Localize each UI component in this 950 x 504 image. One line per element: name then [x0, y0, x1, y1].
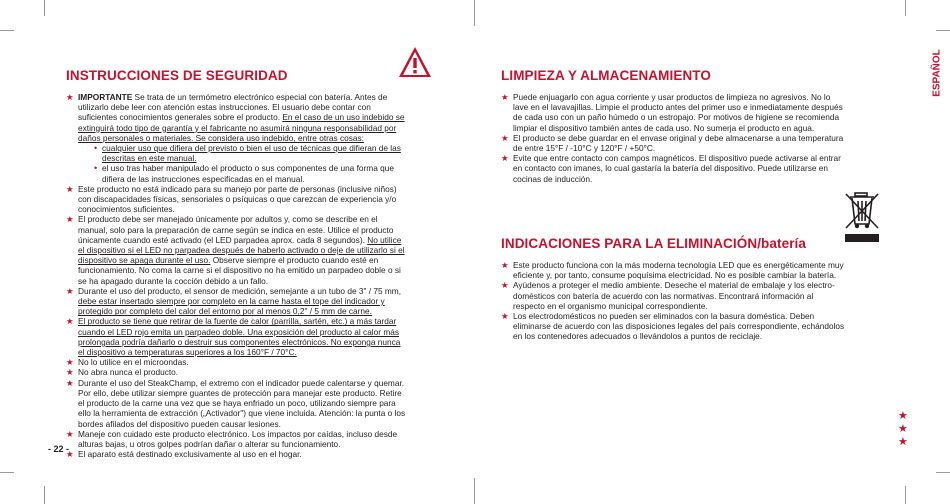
crop-mark	[474, 478, 475, 504]
list-item-text: El aparato está destinado exclusivamente al uso en el hogar.	[78, 449, 302, 460]
list-item-text: Este producto no está indicado para su manejo por parte de personas (inclusive niños) con discapacidades físicas, sensoriales o psíquicas o que carezcan de experiencia y/o conocimientos suficientes.	[78, 183, 397, 215]
cleaning-list	[501, 92, 846, 184]
list-item	[501, 280, 846, 311]
sub-list-item	[94, 163, 408, 183]
list-item-text: Maneje con cuidado este producto electrónico. Los impactos por caídas, incluso desde alturas bajas, u otros golpes podrían dañar o alterar su funcionamiento.	[78, 428, 398, 449]
bullet-icon: •	[94, 143, 98, 154]
language-tab	[926, 38, 948, 108]
crop-mark	[936, 30, 950, 31]
warning-triangle-icon	[398, 46, 432, 78]
list-item	[501, 133, 846, 153]
crop-mark	[44, 486, 45, 504]
crossed-bin-icon	[842, 188, 882, 244]
star-icon: ★	[898, 410, 908, 422]
star-icon: ★	[66, 367, 74, 378]
decorative-stars	[898, 410, 908, 449]
list-item	[66, 92, 408, 184]
page-number: - 22 -	[48, 444, 70, 454]
disposal-title: INDICACIONES PARA LA ELIMINACIÓN/batería	[501, 236, 807, 251]
star-icon: ★	[66, 357, 74, 368]
star-icon: ★	[898, 423, 908, 435]
list-item-text: El producto debe ser manejado únicamente por adultos y, como se describe en el manual, solo para la preparación de carne según se indica en este. Utilice el producto únicamente cuando esté activado (el LED parpadea aprox. cada 8 segundos).	[78, 214, 394, 245]
crop-mark	[905, 486, 906, 504]
list-item	[66, 357, 408, 367]
list-item	[501, 92, 846, 133]
list-item-text: Los electrodomésticos no pueden ser eliminados con la basura doméstica. Deben eliminarse de acuerdo con las disposiciones legales del país correspondiente, echándolos en los contenedores adecuados o llevándolos a puntos de reciclaje.	[513, 311, 845, 342]
list-item-text: Ayúdenos a proteger el medio ambiente. Deseche el material de embalaje y los electro-domésticos con batería de acuerdo con las normativas. Encontrará información al respecto en el organismo municipal correspondiente.	[513, 280, 835, 311]
list-item-text: Se trata de un termómetro electrónico especial con batería. Antes de utilizarlo debe leer con atención estas instrucciones. El usuario debe contar con suficientes conocimientos generales sobre el producto.	[78, 92, 388, 123]
list-item-text: Observe siempre el producto cuando esté en funcionamiento. No coma la carne si el dispositivo no ha emitido un parpadeo doble o si se ha apagado durante la cocción debido a un fallo.	[78, 255, 401, 286]
star-icon: ★	[501, 280, 509, 291]
crop-mark	[44, 0, 45, 16]
star-icon: ★	[898, 436, 908, 448]
star-icon: ★	[66, 428, 74, 439]
list-item-text: Evite que entre contacto con campos magnéticos. El dispositivo puede activarse al entrar en contacto con imanes, lo cual gastaría la batería del dispositivo. Puede utilizarse en cocinas de inducción.	[513, 153, 841, 184]
list-item	[501, 311, 846, 342]
star-icon: ★	[501, 132, 509, 143]
star-icon: ★	[66, 449, 74, 460]
list-item-text: debe estar insertado siempre por completo en la carne hasta el tope del indicador y protegido por completo del calor del entorno por al menos 0,2" / 5 mm de carne.	[78, 296, 385, 317]
crop-mark	[0, 30, 14, 31]
star-icon: ★	[66, 214, 74, 225]
star-icon: ★	[66, 285, 74, 296]
star-icon: ★	[66, 316, 74, 327]
safety-list	[66, 92, 408, 459]
list-item	[66, 367, 408, 377]
cleaning-title: LIMPIEZA Y ALMACENAMIENTO	[501, 68, 712, 83]
list-item	[66, 316, 408, 357]
important-label: IMPORTANTE	[78, 92, 133, 102]
list-item-text: En el caso de un uso indebido se extinguirá todo tipo de garantía y el fabricante no asumirá ninguna responsabilidad por daños personales o materiales. Se considera uso indebido, entre otras cosas:	[78, 112, 405, 143]
list-item	[66, 378, 408, 429]
list-item-text: el uso tras haber manipulado el producto o sus componentes de una forma que difiera de las instrucciones especificadas en el manual.	[102, 163, 394, 184]
list-item	[66, 214, 408, 285]
list-item	[501, 153, 846, 184]
list-item-text: Durante el uso del producto, el sensor de medición, semejante a un tubo de 3" / 75 mm,	[78, 285, 402, 296]
star-icon: ★	[501, 260, 509, 270]
crop-mark	[905, 0, 906, 16]
star-icon: ★	[66, 377, 74, 388]
list-item-text: No lo utilice en el microondas.	[78, 357, 189, 368]
list-item-text: Puede enjuagarlo con agua corriente y usar productos de limpieza no agresivos. No lo lave en el lavavajillas. Limpie el producto antes del primer uso e inmediatamente después de cada uso con un paño húmedo o un estropajo. Por motivos de higiene se recomienda limpiar el dispositivo también antes de cada uso. No sumerja el producto en agua.	[513, 92, 843, 133]
star-icon: ★	[501, 311, 509, 322]
list-item-text: No utilice el dispositivo si el LED no parpadea después de haberlo activado o deje de utilizarlo si el dispositivo se apaga durante el uso.	[78, 234, 405, 266]
list-item	[66, 184, 408, 215]
list-item	[66, 429, 408, 449]
list-item	[501, 260, 846, 280]
star-icon: ★	[501, 92, 509, 102]
list-item-text: El producto se debe guardar en el envase original y debe almacenarse a una temperatura de entre 15°F / -10°C y 120°F / +50°C.	[513, 132, 844, 154]
disposal-list	[501, 260, 846, 342]
sub-list-item	[94, 143, 408, 163]
list-item-text: Durante el uso del SteakChamp, el extremo con el indicador puede calentarse y quemar. Por ello, debe utilizar siempre guantes de protección para manejar este producto. Retire el producto de la carne una vez que se haya enfriado un poco, utilizando siempre para ello la herramienta de extracción („Activador") que viene incluida. Atención: la punta o los bordes afilados del dispositivo pueden causar lesiones.	[78, 377, 406, 429]
crop-mark	[474, 0, 475, 26]
list-item-text: Este producto funciona con la más moderna tecnología LED que es energéticamente muy eficiente y, por tanto, consume poquísima electricidad. No es posible cambiar la batería.	[513, 260, 844, 281]
crop-mark	[936, 472, 950, 473]
list-item-text: El producto se tiene que retirar de la fuente de calor (parrilla, sartén, etc.) a más tardar cuando el LED rojo emita un parpadeo doble. Una exposición del producto al calor más prolongada podría dañarlo o destruir sus componentes electrónicos. No exponga nunca el dispositivo a temperaturas superiores a los 160°F / 70°C.	[78, 316, 401, 358]
list-item	[66, 286, 408, 317]
crop-mark	[0, 472, 14, 473]
language-label: ESPAÑOL	[931, 49, 943, 97]
star-icon: ★	[501, 153, 509, 164]
star-icon: ★	[66, 183, 74, 194]
list-item	[66, 449, 408, 459]
safety-title: INSTRUCCIONES DE SEGURIDAD	[66, 68, 288, 83]
list-item-text: cualquier uso que difiera del previsto o bien el uso de técnicas que difieran de las descritas en este manual.	[102, 143, 401, 164]
list-item-text: No abra nunca el producto.	[78, 367, 179, 378]
star-icon: ★	[66, 92, 74, 102]
bullet-icon: •	[94, 163, 98, 174]
